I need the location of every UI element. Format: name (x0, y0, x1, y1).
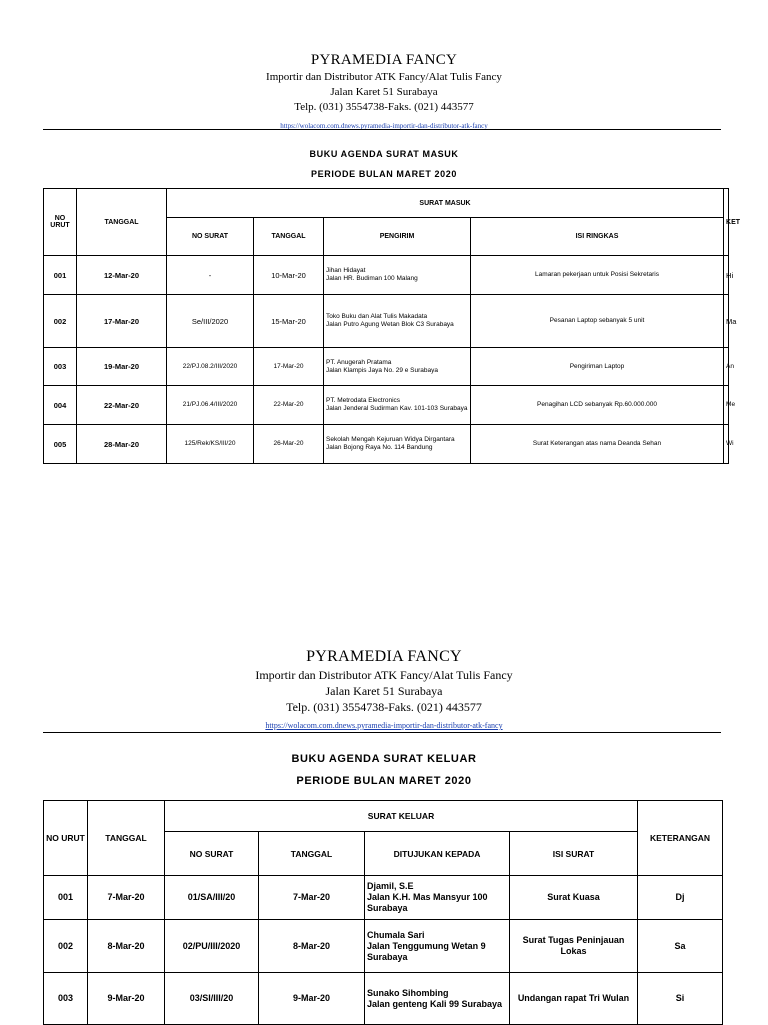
company-phone: Telp. (031) 3554738-Faks. (021) 443577 (294, 101, 474, 113)
cell-isi: Pesanan Laptop sebanyak 5 unit (471, 295, 724, 348)
cell-pengirim (324, 348, 471, 386)
cell-tanggal: 7-Mar-20 (88, 876, 165, 920)
cell-pengirim (324, 386, 471, 425)
cell-no-surat: 22/PJ.08.2/III/2020 (167, 348, 254, 386)
cell-no-surat: 03/SI/III/20 (165, 973, 259, 1025)
cell-tanggal: 9-Mar-20 (88, 973, 165, 1025)
document-period: PERIODE BULAN MARET 2020 (296, 775, 472, 787)
company-phone: Telp. (031) 3554738-Faks. (021) 443577 (286, 700, 482, 714)
header-isi-ringkas: ISI RINGKAS (471, 218, 724, 256)
pengirim-address: Jalan Klampis Jaya No. 29 e Surabaya (326, 366, 439, 374)
cell-tanggal: 8-Mar-20 (88, 920, 165, 973)
cell-tanggal-surat: 15-Mar-20 (254, 295, 324, 348)
header-group: SURAT KELUAR (165, 801, 638, 832)
company-name: PYRAMEDIA FANCY (310, 52, 458, 68)
outgoing-mail-table (43, 800, 723, 1025)
cell-no-surat: 125/Rek/KS/III/20 (167, 425, 254, 464)
cell-tanggal-surat: 7-Mar-20 (259, 876, 365, 920)
document-titles (0, 144, 768, 184)
cell-ket: An (724, 348, 729, 386)
cell-isi: Pengiriman Laptop (471, 348, 724, 386)
cell-tujuan (365, 876, 510, 920)
header-divider (43, 732, 721, 733)
tujuan-address: Jalan K.H. Mas Mansyur 100 Surabaya (367, 892, 488, 913)
cell-no-surat: 01/SA/III/20 (165, 876, 259, 920)
header-keterangan: KETERANGAN (638, 801, 723, 876)
cell-tujuan (365, 973, 510, 1025)
header-tanggal-surat: TANGGAL (259, 832, 365, 876)
document-title: BUKU AGENDA SURAT KELUAR (291, 753, 477, 765)
table-row (44, 295, 729, 348)
cell-no-surat: 02/PU/III/2020 (165, 920, 259, 973)
table-row (44, 876, 723, 920)
cell-no: 002 (44, 920, 88, 973)
header-tanggal-surat: TANGGAL (254, 218, 324, 256)
cell-pengirim (324, 256, 471, 295)
cell-ket: Sa (638, 920, 723, 973)
header-ditujukan-kepada: DITUJUKAN KEPADA (365, 832, 510, 876)
cell-tanggal-surat: 26-Mar-20 (254, 425, 324, 464)
pengirim-name: PT. Metrodata Electronics (326, 397, 401, 404)
tujuan-address: Jalan Tenggumung Wetan 9 Surabaya (367, 940, 486, 962)
header-group: SURAT MASUK (167, 189, 724, 218)
incoming-mail-table (43, 188, 741, 464)
header-no-surat: NO SURAT (165, 832, 259, 876)
table-row (44, 348, 729, 386)
cell-isi: Penagihan LCD sebanyak Rp.60.000.000 (471, 386, 724, 425)
cell-isi: Surat Tugas Peninjauan Lokas (510, 920, 638, 973)
cell-tanggal-surat: 9-Mar-20 (259, 973, 365, 1025)
company-header (0, 646, 768, 733)
header-no-urut: NO URUT (44, 189, 77, 256)
header-tanggal: TANGGAL (88, 801, 165, 876)
header-divider (43, 129, 721, 130)
document-titles (0, 748, 768, 792)
cell-no-surat: Se/III/2020 (167, 295, 254, 348)
header-isi-surat: ISI SURAT (510, 832, 638, 876)
pengirim-address: Jalan Bojong Raya No. 114 Bandung (326, 444, 433, 451)
cell-ket: Wi (724, 425, 729, 464)
table-row (44, 973, 723, 1025)
cell-no: 005 (44, 425, 77, 464)
cell-no: 003 (44, 348, 77, 386)
cell-tanggal-surat: 22-Mar-20 (254, 386, 324, 425)
cell-isi: Surat Kuasa (510, 876, 638, 920)
cell-no: 001 (44, 256, 77, 295)
cell-no: 002 (44, 295, 77, 348)
header-no-surat: NO SURAT (167, 218, 254, 256)
company-header (0, 50, 768, 133)
cell-no: 003 (44, 973, 88, 1025)
cell-ket: Si (638, 973, 723, 1025)
header-no-urut: NO URUT (44, 801, 88, 876)
pengirim-name: Jihan Hidayat (326, 267, 366, 274)
company-address: Jalan Karet 51 Surabaya (325, 684, 443, 698)
header-ket: KET (724, 189, 729, 256)
cell-pengirim (324, 295, 471, 348)
pengirim-name: Toko Buku dan Alat Tulis Makadata (326, 313, 428, 320)
cell-tanggal-surat: 10-Mar-20 (254, 256, 324, 295)
cell-pengirim (324, 425, 471, 464)
company-name: PYRAMEDIA FANCY (306, 648, 462, 665)
pengirim-name: Sekolah Mengah Kejuruan Widya Dirgantara (326, 436, 455, 443)
cell-tanggal: 19-Mar-20 (77, 348, 167, 386)
pengirim-address: Jalan Jenderal Sudirman Kav. 101-103 Surabaya (326, 405, 468, 412)
cell-tanggal: 22-Mar-20 (77, 386, 167, 425)
company-address: Jalan Karet 51 Surabaya (330, 86, 438, 98)
table-row (44, 920, 723, 973)
incoming-section (0, 50, 768, 451)
header-tanggal: TANGGAL (77, 189, 167, 256)
pengirim-address: Jalan Putro Agung Wetan Blok C3 Surabaya (326, 321, 454, 328)
pengirim-address: Jalan HR. Budiman 100 Malang (326, 275, 418, 282)
cell-tanggal-surat: 8-Mar-20 (259, 920, 365, 973)
cell-ket: Hi (724, 256, 729, 295)
cell-ket: Me (724, 386, 729, 425)
cell-ket: Ma (724, 295, 729, 348)
cell-tanggal-surat: 17-Mar-20 (254, 348, 324, 386)
tujuan-name: Djamil, S.E (367, 881, 414, 891)
cell-tujuan (365, 920, 510, 973)
header-pengirim: PENGIRIM (324, 218, 471, 256)
table-row (44, 386, 729, 425)
tujuan-name: Sunako Sihombing (367, 987, 449, 998)
cell-no: 004 (44, 386, 77, 425)
cell-ket: Dj (638, 876, 723, 920)
cell-tanggal: 12-Mar-20 (77, 256, 167, 295)
document-title: BUKU AGENDA SURAT MASUK (309, 149, 459, 159)
cell-no-surat: - (167, 256, 254, 295)
company-tagline: Importir dan Distributor ATK Fancy/Alat Tulis Fancy (266, 71, 502, 83)
company-url-link[interactable]: https://wolacom.com.dnews.pyramedia-importir-dan-distributor-atk-fancy (280, 122, 488, 130)
document-period: PERIODE BULAN MARET 2020 (311, 169, 457, 179)
outgoing-section (0, 646, 768, 1009)
cell-isi: Lamaran pekerjaan untuk Posisi Sekretaris (471, 256, 724, 295)
cell-no-surat: 21/PJ.06.4/III/2020 (167, 386, 254, 425)
pengirim-name: PT. Anugerah Pratama (326, 358, 392, 366)
company-url-link[interactable]: https://wolacom.com.dnews.pyramedia-importir-dan-distributor-atk-fancy (265, 721, 503, 730)
table-row (44, 425, 729, 464)
cell-tanggal: 17-Mar-20 (77, 295, 167, 348)
table-row (44, 256, 729, 295)
cell-isi: Undangan rapat Tri Wulan (510, 973, 638, 1025)
cell-isi: Surat Keterangan atas nama Deanda Sehan (471, 425, 724, 464)
company-tagline: Importir dan Distributor ATK Fancy/Alat Tulis Fancy (255, 668, 513, 682)
tujuan-name: Chumala Sari (367, 929, 425, 940)
cell-tanggal: 28-Mar-20 (77, 425, 167, 464)
tujuan-address: Jalan genteng Kali 99 Surabaya (367, 998, 503, 1009)
cell-no: 001 (44, 876, 88, 920)
